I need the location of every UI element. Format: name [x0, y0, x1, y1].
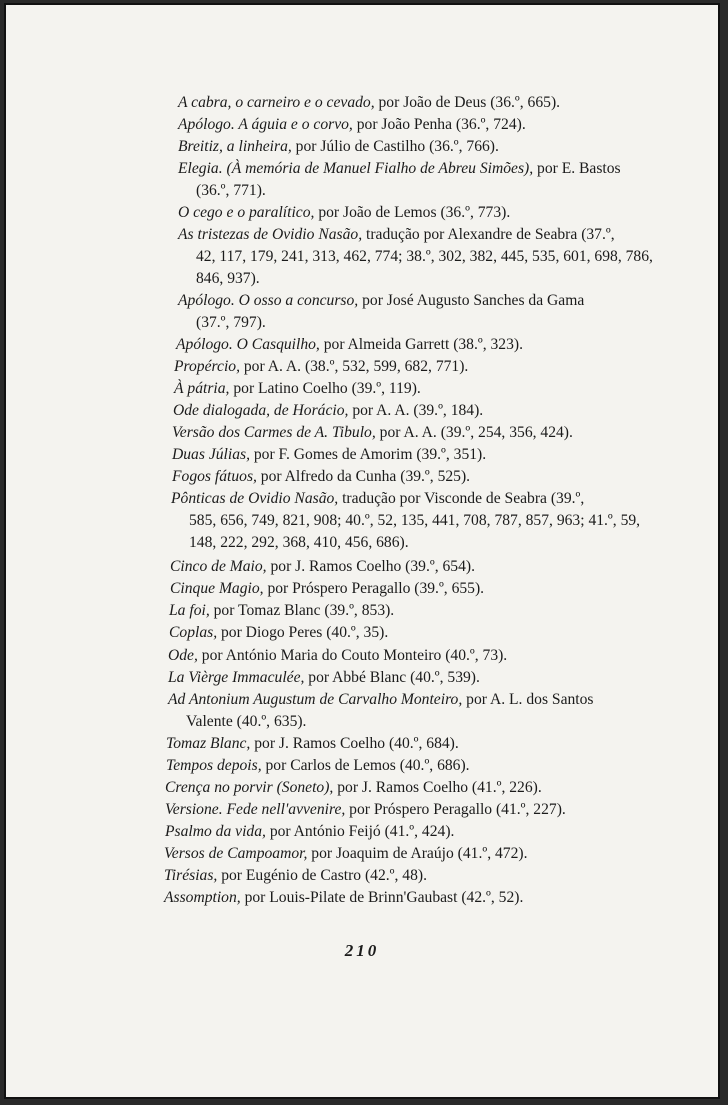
entry-line	[169, 622, 388, 644]
entry-line	[178, 158, 621, 180]
entry-continuation: 42, 117, 179, 241, 313, 462, 774; 38.º, 302, 382, 445, 535, 601, 698, 786,	[196, 248, 653, 265]
entry-title: À pátria,	[174, 380, 230, 397]
entry-reference: por Júlio de Castilho (36.º, 766).	[291, 138, 499, 155]
entry-reference: por Tomaz Blanc (39.º, 853).	[209, 602, 395, 619]
entry-line	[170, 578, 484, 600]
entry-title: La foi,	[169, 602, 210, 619]
entry-title: Coplas,	[169, 624, 218, 641]
entry-line	[165, 799, 566, 821]
entry-continuation: (36.º, 771).	[196, 182, 266, 199]
entry-line	[178, 136, 499, 158]
index-entry	[178, 114, 526, 136]
entry-line	[178, 202, 510, 224]
index-entry	[178, 158, 621, 202]
entry-reference: por A. A. (39.º, 184).	[348, 402, 484, 419]
entry-line	[165, 777, 542, 799]
entry-reference: por António Feijó (41.º, 424).	[265, 823, 455, 840]
entry-title: Tirésias,	[164, 867, 218, 884]
entry-line	[168, 645, 507, 667]
entry-title: Psalmo da vida,	[165, 823, 266, 840]
index-entry	[174, 378, 421, 400]
index-entry	[165, 777, 542, 799]
index-entry	[172, 466, 470, 488]
entry-reference: por J. Ramos Coelho (41.º, 226).	[333, 779, 542, 796]
entry-reference: por Diogo Peres (40.º, 35).	[217, 624, 389, 641]
entry-reference: por João de Deus (36.º, 665).	[374, 94, 561, 111]
entry-title: Fogos fátuos,	[172, 468, 257, 485]
index-entry	[164, 865, 427, 887]
index-entry	[168, 667, 480, 689]
entry-title: Crença no porvir (Soneto),	[165, 779, 334, 796]
entry-reference: por Latino Coelho (39.º, 119).	[229, 380, 421, 397]
index-entry	[165, 821, 454, 843]
index-entry	[169, 622, 388, 644]
entry-reference: por Próspero Peragallo (39.º, 655).	[263, 580, 485, 597]
entry-reference: por Carlos de Lemos (40.º, 686).	[261, 757, 470, 774]
entry-title: O cego e o paralítico,	[178, 204, 315, 221]
entry-title: As tristezas de Ovidio Nasão,	[178, 226, 363, 243]
entry-title: Pônticas de Ovidio Nasão,	[171, 490, 339, 507]
index-entry	[165, 799, 566, 821]
entry-title: Tomaz Blanc,	[166, 735, 251, 752]
entry-line	[178, 224, 653, 246]
page-number: 210	[344, 941, 380, 960]
entry-line	[168, 667, 480, 689]
entry-line	[172, 422, 573, 444]
index-entry	[178, 202, 510, 224]
index-entry	[170, 556, 475, 578]
entry-reference: por A. A. (39.º, 254, 356, 424).	[375, 424, 573, 441]
entry-line	[170, 556, 475, 578]
entry-title: Ode dialogada, de Horácio,	[173, 402, 349, 419]
index-entry	[172, 444, 486, 466]
entry-title: Versione. Fede nell'avvenire,	[165, 801, 346, 818]
entry-line	[166, 733, 459, 755]
entry-reference: por João Penha (36.º, 724).	[352, 116, 526, 133]
entry-reference: por Abbé Blanc (40.º, 539).	[304, 669, 480, 686]
entry-title: Versão dos Carmes de A. Tibulo,	[172, 424, 376, 441]
entry-continuation: 585, 656, 749, 821, 908; 40.º, 52, 135, 441, 708, 787, 857, 963; 41.º, 59,	[189, 512, 641, 529]
entry-reference: por A. L. dos Santos	[462, 691, 594, 708]
entry-title: Assomption,	[164, 889, 241, 906]
entry-line	[168, 689, 594, 711]
entry-reference: por F. Gomes de Amorim (39.º, 351).	[249, 446, 487, 463]
entry-line	[178, 114, 526, 136]
index-entry	[168, 689, 594, 733]
index-entry	[174, 356, 468, 378]
entry-reference: por João de Lemos (36.º, 773).	[314, 204, 511, 221]
entry-reference: por José Augusto Sanches da Gama	[358, 292, 585, 309]
entry-reference: por Almeida Garrett (38.º, 323).	[319, 336, 523, 353]
entry-continuation: Valente (40.º, 635).	[186, 713, 307, 730]
entry-line	[173, 400, 483, 422]
index-entry	[172, 422, 573, 444]
index-entry	[169, 600, 394, 622]
entry-title: Elegia. (À memória de Manuel Fialho de Abreu Simões),	[178, 160, 534, 177]
book-page	[4, 3, 720, 1099]
entry-title: Apólogo. O Casquilho,	[176, 336, 320, 353]
index-entry	[164, 887, 523, 909]
entry-title: Ad Antonium Augustum de Carvalho Monteiro,	[168, 691, 463, 708]
entry-reference: por J. Ramos Coelho (39.º, 654).	[266, 558, 475, 575]
entry-reference: tradução por Alexandre de Seabra (37.º,	[362, 226, 615, 243]
entry-line	[165, 821, 454, 843]
entry-title: Tempos depois,	[166, 757, 262, 774]
entry-reference: tradução por Visconde de Seabra (39.º,	[338, 490, 585, 507]
entry-line	[164, 843, 527, 865]
entry-line	[176, 334, 523, 356]
index-entry	[176, 334, 523, 356]
entry-title: Breitiz, a linheira,	[178, 138, 292, 155]
entry-title: Versos de Campoamor,	[164, 845, 308, 862]
entry-line	[172, 444, 486, 466]
index-entry	[173, 400, 483, 422]
entry-reference: por Eugénio de Castro (42.º, 48).	[217, 867, 427, 884]
index-entry	[166, 733, 459, 755]
index-entry	[178, 136, 499, 158]
entry-reference: por J. Ramos Coelho (40.º, 684).	[250, 735, 459, 752]
entry-reference: por Louis-Pilate de Brinn'Gaubast (42.º, 52).	[240, 889, 524, 906]
entry-line	[178, 290, 584, 312]
entry-line	[166, 755, 470, 777]
entry-line	[174, 356, 468, 378]
entry-line	[171, 488, 640, 510]
entry-reference: por E. Bastos	[533, 160, 621, 177]
entry-reference: por A. A. (38.º, 532, 599, 682, 771).	[239, 358, 469, 375]
entry-continuation: (37.º, 797).	[196, 314, 266, 331]
index-entry	[171, 488, 640, 554]
entry-reference: por Alfredo da Cunha (39.º, 525).	[256, 468, 471, 485]
entry-line	[178, 92, 560, 114]
entry-title: Apólogo. O osso a concurso,	[178, 292, 359, 309]
entry-reference: por Joaquim de Araújo (41.º, 472).	[307, 845, 528, 862]
entry-line	[164, 865, 427, 887]
entry-line	[169, 600, 394, 622]
entry-title: Cinque Magio,	[170, 580, 264, 597]
index-entry	[170, 578, 484, 600]
entry-reference: por Próspero Peragallo (41.º, 227).	[345, 801, 566, 818]
entry-title: A cabra, o carneiro e o cevado,	[178, 94, 375, 111]
entry-line	[164, 887, 523, 909]
entry-title: Propércio,	[174, 358, 240, 375]
index-entry	[166, 755, 470, 777]
entry-title: Ode,	[168, 647, 198, 664]
entry-title: Apólogo. A águia e o corvo,	[178, 116, 353, 133]
entry-line	[174, 378, 421, 400]
index-entry	[178, 290, 584, 334]
index-entry	[168, 645, 507, 667]
entry-title: Duas Júlias,	[172, 446, 250, 463]
entry-title: La Vièrge Immaculée,	[168, 669, 305, 686]
entry-title: Cinco de Maio,	[170, 558, 267, 575]
index-entry	[178, 224, 653, 290]
entry-continuation: 846, 937).	[196, 270, 260, 287]
index-entry	[164, 843, 527, 865]
entry-continuation: 148, 222, 292, 368, 410, 456, 686).	[189, 534, 409, 551]
entry-line	[172, 466, 470, 488]
entry-reference: por António Maria do Couto Monteiro (40.º, 73).	[197, 647, 508, 664]
index-entry	[178, 92, 560, 114]
